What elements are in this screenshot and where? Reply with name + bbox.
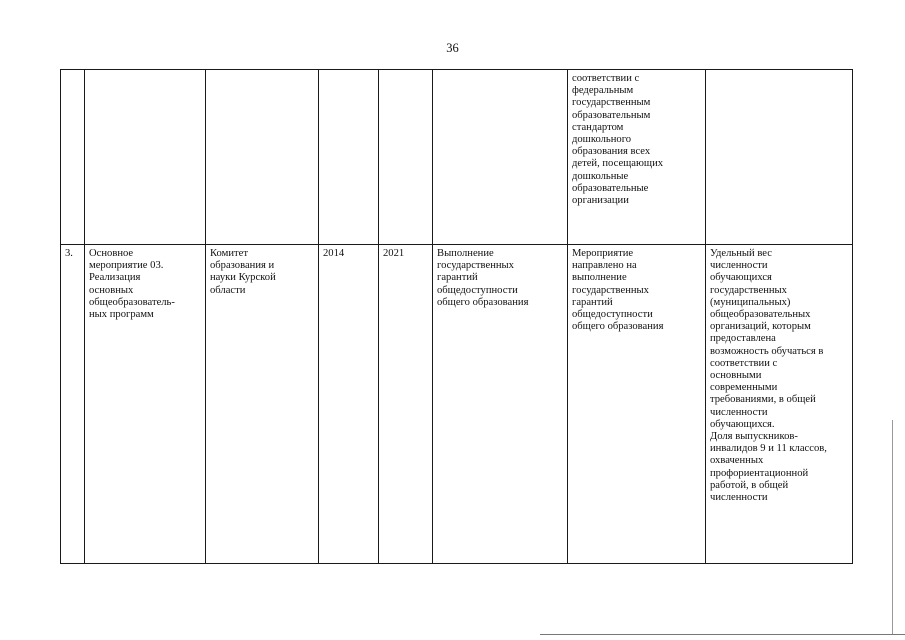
cell-text-line: общеобразователь-	[89, 296, 175, 308]
cell-text-line: образовательным	[572, 109, 651, 121]
cell-text-line: обучающихся.	[710, 418, 775, 430]
cell-text-line: государственных	[437, 260, 514, 272]
cell-text-line: Удельный вес	[710, 248, 772, 259]
cell-text-line: 2021	[383, 248, 405, 259]
cell-text-line: направлено на	[572, 260, 637, 272]
cell-text-line: государственных	[710, 284, 787, 296]
cell-text-line: требованиями, в общей	[710, 394, 816, 406]
cell-text-line: организации	[572, 195, 629, 207]
cell-main-directions	[568, 245, 706, 564]
cell-text-line: охваченных	[710, 455, 764, 467]
cell-text-line: соответствии с	[572, 73, 640, 84]
cell-event-name	[85, 245, 206, 564]
cell-indicators	[706, 245, 853, 564]
cell-expected-result	[433, 70, 568, 245]
cell-text-line: профориентационной	[710, 467, 809, 479]
cell-text-line: организаций, которым	[710, 321, 811, 333]
cell-executor	[206, 245, 319, 564]
cell-executor	[206, 70, 319, 245]
cell-text-line: государственных	[572, 284, 649, 296]
program-table	[60, 69, 853, 564]
cell-end-year	[379, 245, 433, 564]
page-number: 36	[446, 41, 459, 55]
cell-number	[61, 70, 85, 245]
cell-text-line: общедоступности	[437, 284, 518, 296]
cell-text-line: 2014	[323, 248, 345, 259]
cell-text-line: численности	[710, 492, 768, 504]
cell-text-line: федеральным	[572, 85, 634, 97]
cell-indicators	[706, 70, 853, 245]
cell-text-line: возможность обучаться в	[710, 345, 824, 357]
cell-text-line: гарантий	[437, 272, 478, 284]
cell-text-line: обучающихся	[710, 272, 772, 284]
cell-text-line: 3.	[65, 248, 73, 259]
cell-text-line: современными	[710, 382, 778, 394]
cell-text-line: Основное	[89, 248, 134, 259]
cell-text-line: общеобразовательных	[710, 309, 811, 321]
cell-text-line: ных программ	[89, 309, 154, 321]
cell-text-line: Реализация	[89, 272, 141, 284]
scan-edge-line	[892, 420, 893, 634]
cell-text-line: государственным	[572, 97, 651, 109]
cell-text-line: дошкольные	[572, 170, 629, 182]
cell-text-line: Выполнение	[437, 248, 494, 259]
cell-number	[61, 245, 85, 564]
cell-text-line: науки Курской	[210, 272, 276, 284]
cell-start-year	[319, 70, 379, 245]
cell-text-line: общего образования	[437, 296, 529, 308]
cell-end-year	[379, 70, 433, 245]
cell-start-year	[319, 245, 379, 564]
cell-text-line: Мероприятие	[572, 248, 634, 259]
cell-text-line: области	[210, 284, 246, 296]
cell-text-line: образовательные	[572, 182, 649, 194]
cell-expected-result	[433, 245, 568, 564]
cell-text-line: общего образования	[572, 321, 664, 333]
cell-event-name	[85, 70, 206, 245]
cell-text-line: численности	[710, 406, 768, 418]
table-row-continuation	[61, 70, 853, 245]
cell-text-line: работой, в общей	[710, 479, 789, 491]
table-row-event-3	[61, 245, 853, 564]
cell-text-line: Доля выпускников-	[710, 431, 798, 443]
cell-text-line: образования и	[210, 260, 275, 272]
scan-edge-line	[540, 634, 905, 635]
cell-text-line: образования всех	[572, 146, 651, 158]
cell-text-line: дошкольного	[572, 134, 632, 146]
cell-text-line: гарантий	[572, 296, 613, 308]
cell-text-line: детей, посещающих	[572, 158, 664, 170]
cell-text-line: численности	[710, 260, 768, 272]
cell-text-line: соответствии с	[710, 357, 778, 369]
cell-text-line: (муниципальных)	[710, 296, 791, 308]
cell-text-line: Комитет	[210, 248, 248, 259]
cell-text-line: мероприятие 03.	[89, 260, 164, 272]
cell-text-line: выполнение	[572, 272, 627, 284]
cell-text-line: стандартом	[572, 121, 624, 133]
cell-text-line: основными	[710, 370, 762, 382]
cell-main-directions	[568, 70, 706, 245]
cell-text-line: общедоступности	[572, 309, 653, 321]
cell-text-line: основных	[89, 284, 134, 296]
cell-text-line: предоставлена	[710, 333, 776, 345]
cell-text-line: инвалидов 9 и 11 классов,	[710, 443, 827, 455]
